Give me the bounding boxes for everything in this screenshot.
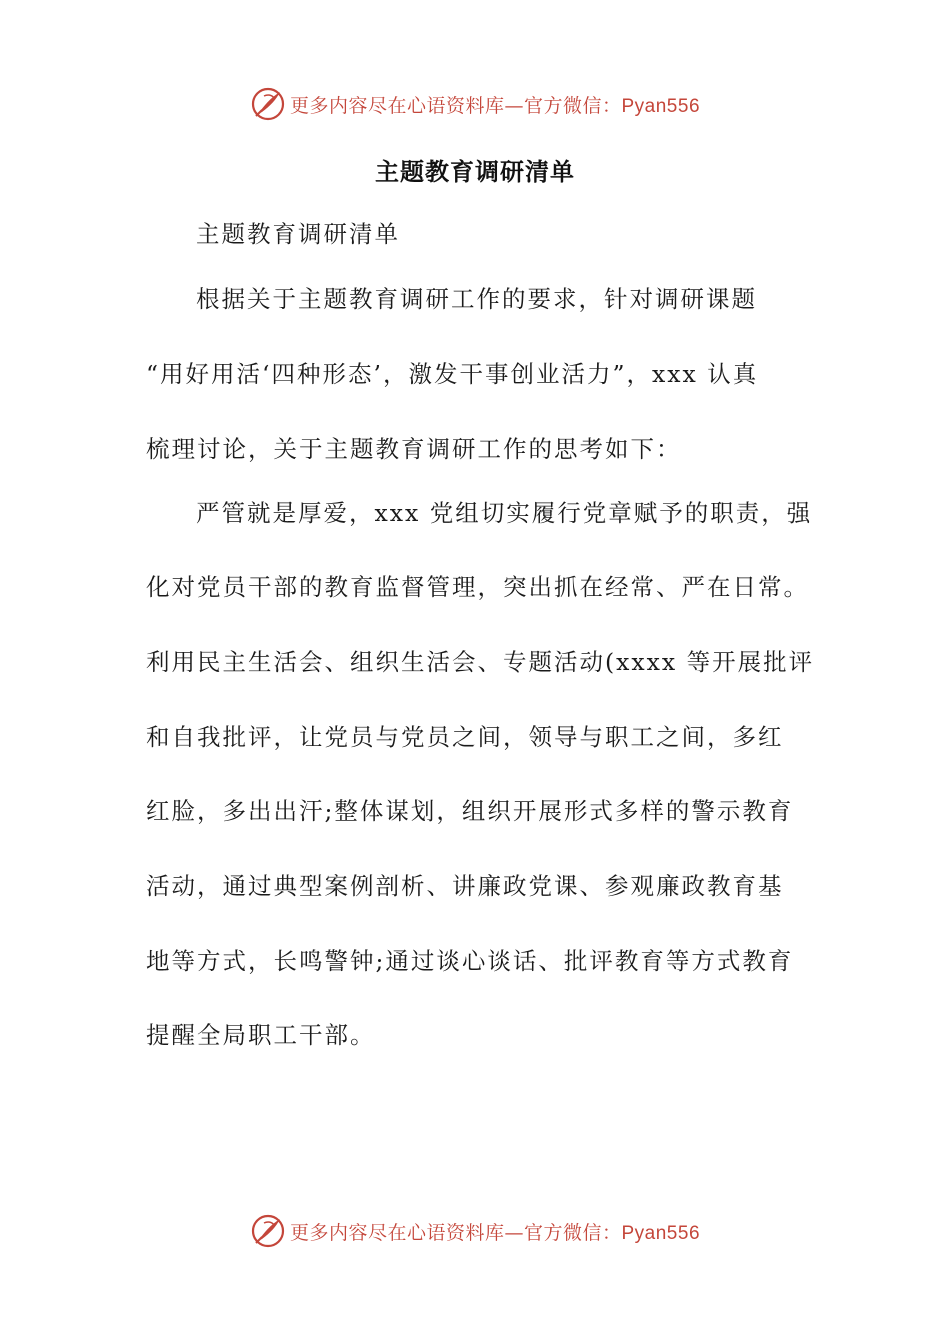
quill-pen-logo-icon (250, 1213, 286, 1249)
banner-slogan-text: 更多内容尽在心语资料库—官方微信： (289, 1221, 622, 1244)
header-banner (0, 84, 950, 124)
body-line: 梳理讨论，关于主题教育调研工作的思考如下： (146, 435, 682, 463)
banner-wechat-id: Pyan556 (621, 95, 701, 117)
body-line: 红脸，多出出汗;整体谋划，组织开展形式多样的警示教育 (146, 797, 794, 825)
body-line: 地等方式，长鸣警钟;通过谈心谈话、批评教育等方式教育 (146, 947, 794, 975)
body-line: 严管就是厚爱，xxx 党组切实履行党章赋予的职责，强 (196, 499, 813, 527)
document-title: 主题教育调研清单 (375, 157, 575, 186)
body-line: 利用民主生活会、组织生活会、专题活动(xxxx 等开展批评 (146, 648, 815, 676)
footer-banner (0, 1211, 950, 1251)
quill-pen-logo-icon (250, 86, 286, 122)
subtitle-line: 主题教育调研清单 (196, 220, 400, 248)
banner-slogan (290, 91, 700, 118)
banner-slogan (290, 1218, 700, 1245)
body-line: 和自我批评，让党员与党员之间，领导与职工之间，多红 (146, 723, 784, 751)
body-line: 化对党员干部的教育监督管理，突出抓在经常、严在日常。 (146, 573, 809, 601)
banner-slogan-text: 更多内容尽在心语资料库—官方微信： (289, 94, 622, 117)
body-line: 活动，通过典型案例剖析、讲廉政党课、参观廉政教育基 (146, 872, 784, 900)
body-line: 根据关于主题教育调研工作的要求，针对调研课题 (196, 285, 757, 313)
body-line: “用好用活‘四种形态’，激发干事创业活力”，xxx 认真 (146, 360, 759, 388)
body-line: 提醒全局职工干部。 (146, 1021, 376, 1049)
banner-wechat-id: Pyan556 (621, 1222, 701, 1244)
